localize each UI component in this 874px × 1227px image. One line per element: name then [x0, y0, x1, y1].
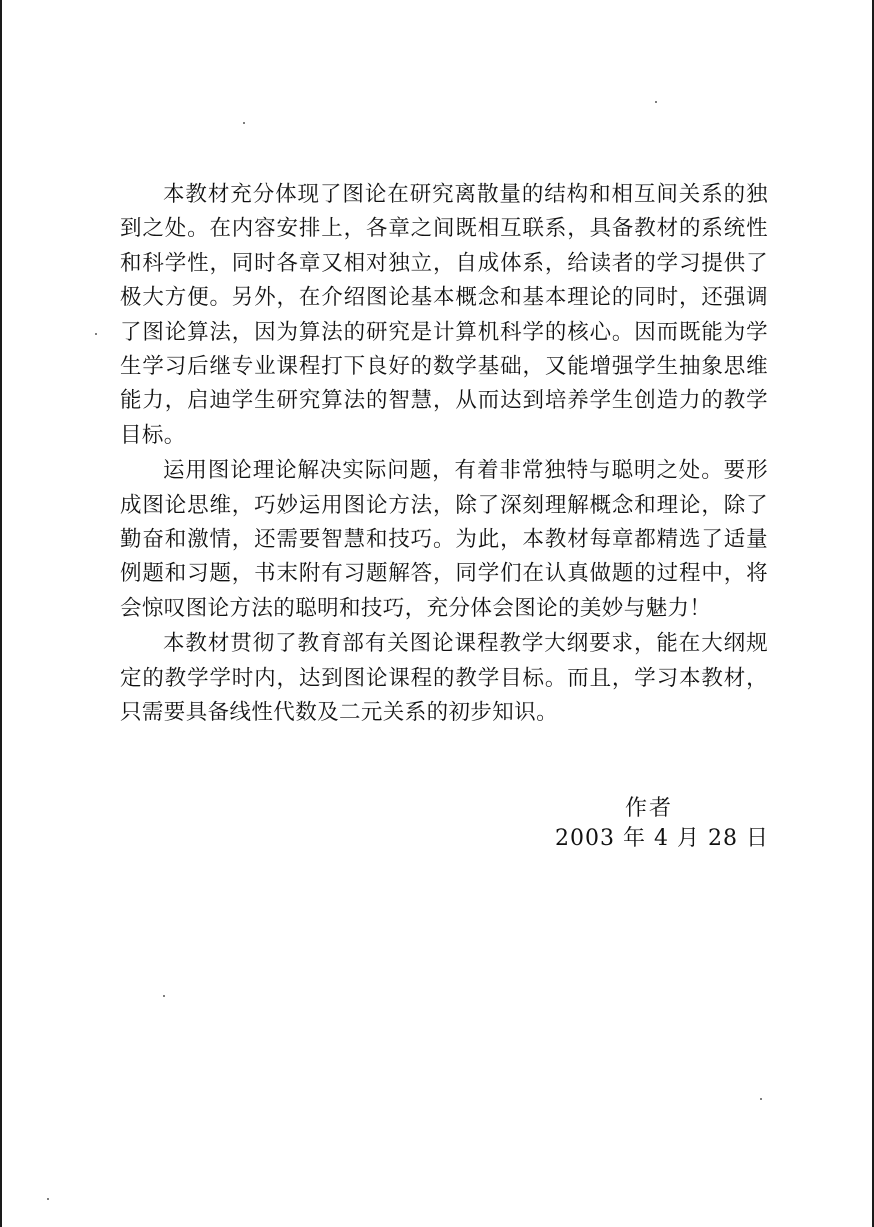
page-edge-left [0, 0, 2, 1227]
scan-speck [243, 122, 245, 124]
scan-speck [655, 101, 657, 103]
scan-speck [47, 1198, 49, 1200]
preface-body [120, 178, 768, 731]
paragraph-3: 本教材贯彻了教育部有关图论课程教学大纲要求，能在大纲规定的教学学时内，达到图论课程的教学目标。而且，学习本教材，只需要具备线性代数及二元关系的初步知识。 [120, 631, 768, 726]
signature-date: 2003 年 4 月 28 日 [555, 826, 769, 851]
scan-speck [95, 333, 97, 335]
paragraph-1: 本教材充分体现了图论在研究离散量的结构和相互间关系的独到之处。在内容安排上，各章之间既相互联系，具备教材的系统性和科学性，同时各章又相对独立，自成体系，给读者的学习提供了极大方便。另外，在介绍图论基本概念和基本理论的同时，还强调了图论算法，因为算法的研究是计算机科学的核心。因而既能为学生学习后继专业课程打下良好的数学基础，又能增强学生抽象思维能力，启迪学生研究算法的智慧，从而达到培养学生创造力的教学目标。 [120, 182, 768, 448]
scan-speck [760, 1098, 762, 1100]
paragraph-2: 运用图论理论解决实际问题，有着非常独特与聪明之处。要形成图论思维，巧妙运用图论方法，除了深刻理解概念和理论，除了勤奋和激情，还需要智慧和技巧。为此，本教材每章都精选了适量例题和习题，书末附有习题解答，同学们在认真做题的过程中，将会惊叹图论方法的聪明和技巧，充分体会图论的美妙与魅力！ [120, 458, 768, 621]
scan-speck [163, 995, 165, 997]
author-signature: 作者 [625, 796, 674, 821]
